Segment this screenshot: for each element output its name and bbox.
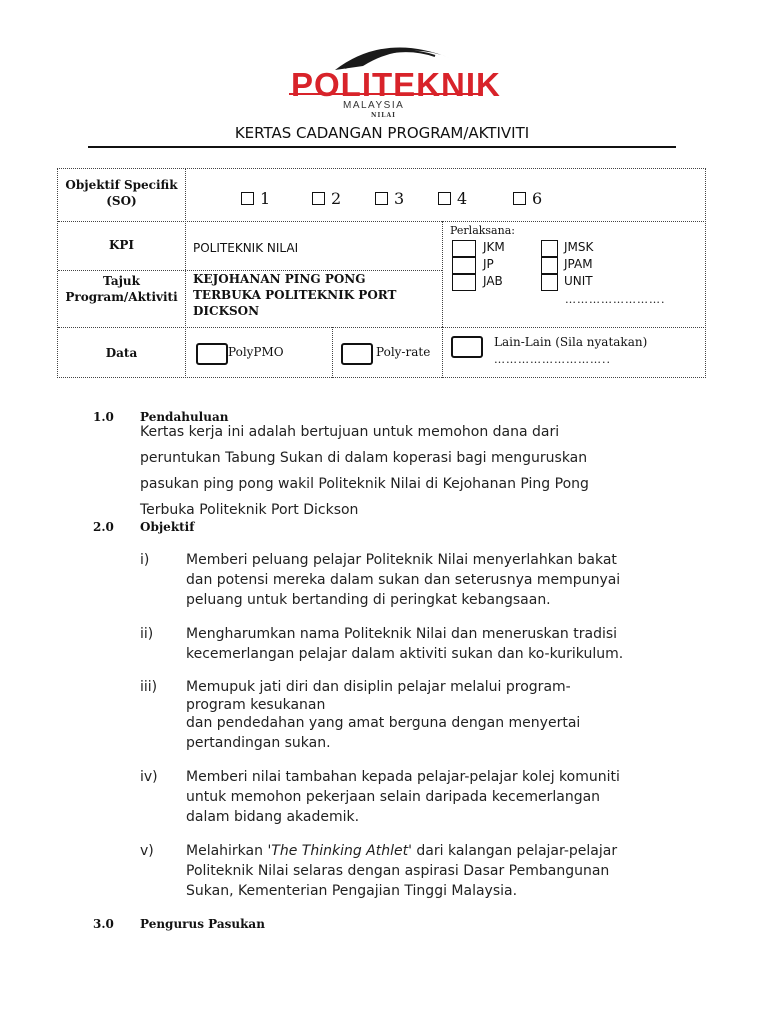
lain-lain-label: Lain-Lain (Sila nyatakan) [494, 335, 648, 349]
checkbox-icon [241, 192, 254, 205]
kpi-label: KPI [108, 238, 135, 252]
section-number: 1.0 [93, 410, 114, 424]
column-divider [442, 327, 443, 378]
perlaksana-label-jmsk: JMSK [564, 240, 594, 254]
pendahuluan-line: Kertas kerja ini adalah bertujuan untuk memohon dana dari [140, 424, 560, 440]
objective-number: iv) [140, 769, 158, 785]
objective-number: iii) [140, 679, 158, 695]
objective-line: Mengharumkan nama Politeknik Nilai dan meneruskan tradisi [186, 626, 618, 642]
logo-country: MALAYSIA [343, 100, 405, 111]
perlaksana-label-jab: JAB [483, 274, 503, 288]
perlaksana-label-jpam: JPAM [564, 257, 593, 271]
section-title-pengurus-pasukan: Pengurus Pasukan [140, 917, 265, 931]
objective-line: kecemerlangan pelajar dalam aktiviti sukan dan ko-kurikulum. [186, 646, 624, 662]
objective-number: ii) [140, 626, 154, 642]
objective-line: dan potensi mereka dalam sukan dan seterusnya mempunyai [186, 572, 621, 588]
section-number: 3.0 [93, 917, 114, 931]
data-label: Data [105, 346, 138, 360]
tajuk-label: Tajuk Program/Aktiviti [65, 274, 178, 304]
title-underline [88, 146, 676, 148]
data-checkbox-polypmo[interactable] [196, 343, 228, 365]
section-title-pendahuluan: Pendahuluan [140, 410, 229, 424]
perlaksana-label-jp: JP [483, 257, 494, 271]
kpi-value: POLITEKNIK NILAI [193, 241, 299, 255]
objective-line: untuk memohon pekerjaan selain daripada kecemerlangan [186, 789, 601, 805]
objective-line: Memberi nilai tambahan kepada pelajar-pelajar kolej komuniti [186, 769, 620, 785]
perlaksana-label-jkm: JKM [483, 240, 505, 254]
pendahuluan-line: Terbuka Politeknik Port Dickson [140, 502, 359, 518]
logo-campus: NILAI [371, 112, 396, 119]
pendahuluan-line: peruntukan Tabung Sukan di dalam koperasi bagi menguruskan [140, 450, 588, 466]
perlaksana-checkbox-jkm[interactable] [452, 240, 476, 257]
objective-line: Politeknik Nilai selaras dengan aspirasi Dasar Pembangunan [186, 863, 610, 879]
objective-number: i) [140, 552, 150, 568]
data-label-polyrate: Poly-rate [376, 345, 431, 359]
so-option-1[interactable]: 1 [241, 189, 270, 208]
objective-line: Melahirkan 'The Thinking Athlet' dari kalangan pelajar-pelajar [186, 843, 618, 859]
data-checkbox-lain[interactable] [451, 336, 483, 358]
column-divider [185, 169, 186, 378]
so-label: Objektif Specifik (SO) [65, 178, 178, 208]
data-label-polypmo: PolyPMO [228, 345, 284, 359]
objective-line: Memberi peluang pelajar Politeknik Nilai menyerlahkan bakat [186, 552, 617, 568]
perlaksana-checkbox-jmsk[interactable] [541, 240, 558, 257]
objective-line: Memupuk jati diri dan disiplin pelajar melalui program- [186, 679, 571, 695]
objective-line: program kesukanan [186, 697, 326, 713]
so-option-3[interactable]: 3 [375, 189, 404, 208]
so-option-2[interactable]: 2 [312, 189, 341, 208]
perlaksana-fill-line: ……………………. [565, 293, 666, 306]
checkbox-icon [438, 192, 451, 205]
row-divider [58, 221, 706, 222]
proposal-info-table [57, 168, 706, 378]
column-divider [332, 327, 333, 378]
document-title: KERTAS CADANGAN PROGRAM/AKTIVITI [234, 124, 530, 142]
perlaksana-label-unit: UNIT [564, 274, 593, 288]
perlaksana-checkbox-jpam[interactable] [541, 257, 558, 274]
objective-line: peluang untuk bertanding di peringkat kebangsaan. [186, 592, 551, 608]
so-option-4[interactable]: 4 [438, 189, 467, 208]
perlaksana-label: Perlaksana: [450, 224, 515, 237]
row-divider [58, 327, 706, 328]
perlaksana-checkbox-unit[interactable] [541, 274, 558, 291]
pendahuluan-line: pasukan ping pong wakil Politeknik Nilai di Kejohanan Ping Pong [140, 476, 589, 492]
section-title-objektif: Objektif [140, 520, 195, 534]
objective-line: Sukan, Kementerian Pengajian Tinggi Malaysia. [186, 883, 518, 899]
tajuk-value: KEJOHANAN PING PONG TERBUKA POLITEKNIK PORT DICKSON [193, 272, 397, 318]
objective-line: pertandingan sukan. [186, 735, 331, 751]
data-checkbox-polyrate[interactable] [341, 343, 373, 365]
column-divider [442, 221, 443, 327]
objective-number: v) [140, 843, 154, 859]
politeknik-logo [285, 40, 501, 119]
checkbox-icon [513, 192, 526, 205]
lain-lain-fill-line: ……………………….. [494, 353, 611, 366]
objective-line: dalam bidang akademik. [186, 809, 360, 825]
perlaksana-checkbox-jab[interactable] [452, 274, 476, 291]
so-option-6[interactable]: 6 [513, 189, 542, 208]
italic-phrase: The Thinking Athlet [271, 843, 409, 859]
logo-wordmark: POLITEKNIK [291, 66, 501, 103]
checkbox-icon [375, 192, 388, 205]
checkbox-icon [312, 192, 325, 205]
section-number: 2.0 [93, 520, 114, 534]
objective-line: dan pendedahan yang amat berguna dengan menyertai [186, 715, 581, 731]
perlaksana-checkbox-jp[interactable] [452, 257, 476, 274]
